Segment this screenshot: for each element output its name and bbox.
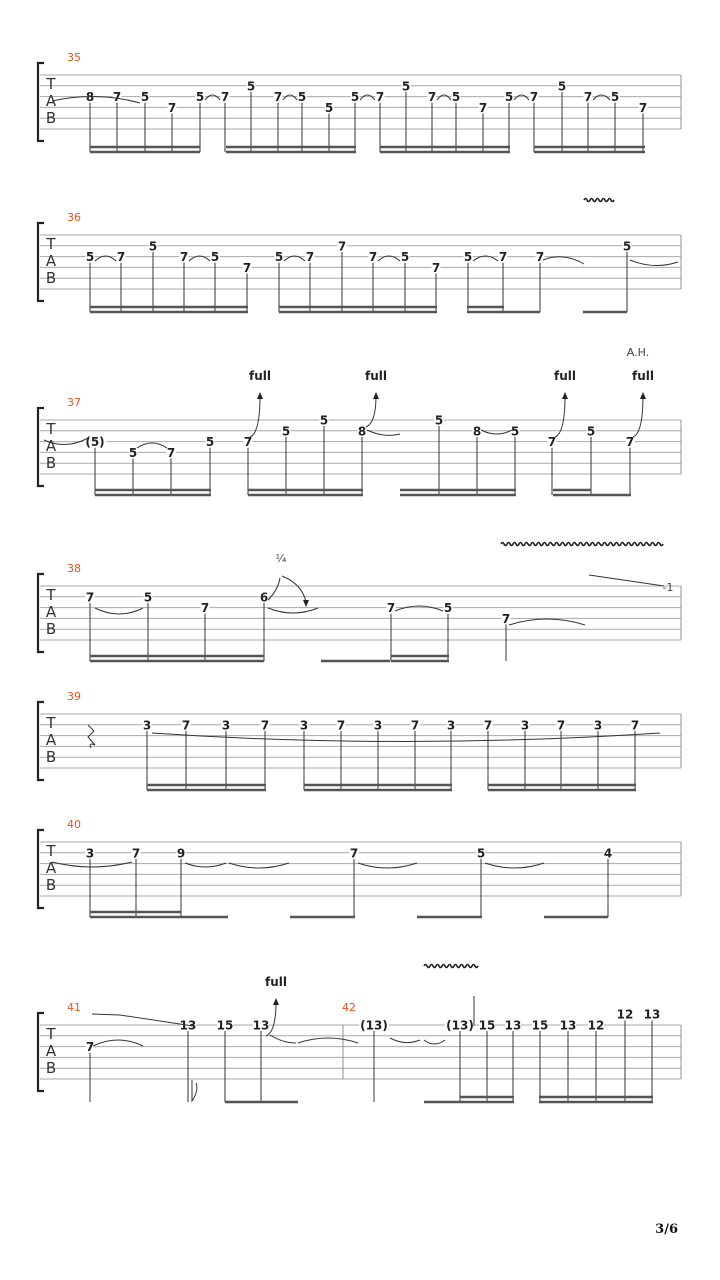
measure-number: 35 [67,51,81,64]
fret-number: 5 [246,79,256,94]
fret-number: 7 [478,100,488,115]
fret-number: 13 [179,1018,197,1033]
bend-full-label: full [632,369,654,383]
fret-number: 5 [324,100,334,115]
tab-clef-letter: B [45,109,57,127]
bend-arrow-icon [373,392,379,399]
fret-number: 7 [349,846,359,861]
slur [514,95,529,100]
tie [52,862,132,867]
fret-number: 7 [243,435,253,450]
fret-number: 15 [216,1018,234,1033]
slur [268,608,318,613]
fret-number: 7 [386,601,396,616]
tab-clef-letter: A [45,437,57,455]
fret-number: 7 [529,90,539,105]
fret-number: 5 [586,424,596,439]
tab-clef-letter: A [45,252,57,270]
slur [390,1038,420,1043]
tie [152,733,660,742]
fret-number: 7 [431,260,441,275]
fret-number: 7 [410,718,420,733]
fret-number: 7 [260,718,270,733]
fret-number: 5 [128,445,138,460]
fret-number: 3 [446,718,456,733]
tab-clef-letter: A [45,92,57,110]
fret-number: 5 [463,250,473,265]
fret-number: 13 [643,1007,661,1022]
slur [205,95,220,100]
fret-number: 5 [622,239,632,254]
slur [543,257,584,264]
fret-number: 15 [531,1018,549,1033]
tab-clef-letter: T [46,1025,56,1043]
tab-clef-letter: T [46,842,56,860]
fret-number: 5 [400,250,410,265]
quarter-rest-icon [88,725,95,748]
fret-number: 7 [630,718,640,733]
fret-number: 7 [427,90,437,105]
slide-line [92,1014,193,1026]
grace-flag [192,1080,197,1101]
fret-number: 5 [297,90,307,105]
fret-number: 7 [166,445,176,460]
fret-number: 5 [557,79,567,94]
measure-number: 42 [342,1001,356,1014]
tab-clef-letter: B [45,876,57,894]
tab-system-2 [38,211,681,312]
fret-number: 3 [520,718,530,733]
slur [509,619,585,625]
tab-clef-letter: T [46,586,56,604]
fret-number: 7 [112,90,122,105]
bend-arrow-icon [257,392,263,399]
measure-number: 38 [67,562,81,575]
bend-arrow-icon [303,600,309,607]
bend-full-label: full [265,975,287,989]
measure-number: 39 [67,690,81,703]
fret-number: 7 [547,435,557,450]
fret-number: 7 [498,250,508,265]
fret-number: 5 [451,90,461,105]
fret-number: 3 [373,718,383,733]
fret-number: 5 [401,79,411,94]
tab-clef-letter: A [45,603,57,621]
tab-clef-letter: A [45,859,57,877]
tab-clef-letter: B [45,748,57,766]
fret-number: 5 [443,601,453,616]
fret-number: 12 [616,1007,634,1022]
bend-full-label: full [365,369,387,383]
bend-full-label: full [249,369,271,383]
fret-number: 5 [610,90,620,105]
tie [52,96,140,103]
fret-number: 5 [510,424,520,439]
tab-clef-letter: T [46,714,56,732]
fret-number: 5 [319,413,329,428]
tab-clef-letter: B [45,269,57,287]
fret-number: 13 [252,1018,270,1033]
measure-number: 36 [67,211,81,224]
fret-number: 13 [559,1018,577,1033]
slur [437,95,451,100]
fret-number: (5) [85,435,105,450]
fret-number: 3 [299,718,309,733]
fret-number: 7 [85,1040,95,1055]
bend-arrow-icon [562,392,568,399]
fret-number: 15 [478,1018,496,1033]
tab-clef-letter: T [46,235,56,253]
tie [630,260,678,266]
vibrato-mark [424,965,478,968]
fret-number: 7 [85,590,95,605]
fret-number: 3 [85,846,95,861]
fret-number: 7 [625,435,635,450]
fret-number: 5 [476,846,486,861]
fret-number: 7 [181,718,191,733]
tab-clef-letter: T [46,75,56,93]
tab-clef-letter: A [45,731,57,749]
tab-system-7 [38,1001,681,1102]
fret-number: (13) [360,1018,388,1033]
fret-number: 7 [583,90,593,105]
tab-clef-letter: B [45,1059,57,1077]
fret-number: 12 [587,1018,605,1033]
fret-number: 5 [205,435,215,450]
slur [424,1040,445,1044]
release-curve [282,576,306,602]
slur [395,606,443,611]
vibrato-mark [584,199,614,202]
tab-clef-letter: A [45,1042,57,1060]
tab-clef-letter: B [45,620,57,638]
fret-number: 7 [337,239,347,254]
slur [93,1040,143,1046]
fret-number: 5 [140,90,150,105]
fret-number: 3 [221,718,231,733]
vibrato-mark [501,543,663,546]
fret-number: 6 [259,590,269,605]
fret-number: 5 [350,90,360,105]
tab-clef-letter: B [45,454,57,472]
fret-number: 9 [176,846,186,861]
bend-arrow-icon [273,998,279,1005]
page-number: 3/6 [655,1222,678,1237]
slur [593,95,610,100]
fret-number: 5 [281,424,291,439]
fret-number: 5 [148,239,158,254]
fret-number: 7 [242,260,252,275]
slur [283,95,297,100]
fret-number: 3 [593,718,603,733]
fret-number: 5 [143,590,153,605]
fret-number: 7 [131,846,141,861]
fret-number: 7 [535,250,545,265]
bend-curve [366,396,376,427]
fret-number: 7 [273,90,283,105]
slur [137,443,167,448]
fret-number: 7 [305,250,315,265]
fret-number: 7 [179,250,189,265]
measure-number: 41 [67,1001,81,1014]
tab-system-3 [38,396,681,495]
fret-number: (13) [446,1018,474,1033]
fret-number: 7 [501,611,511,626]
fret-number: 7 [220,90,230,105]
fret-number: 7 [638,100,648,115]
fret-number: 13 [504,1018,522,1033]
fret-number: 7 [483,718,493,733]
fret-number: 7 [556,718,566,733]
fret-number: 8 [357,424,367,439]
fret-number: 4 [603,846,613,861]
tab-system-6 [38,818,681,917]
fret-number: 8 [472,424,482,439]
fret-number: 3 [142,718,152,733]
slur [298,1038,358,1043]
fret-number: 5 [210,250,220,265]
quarter-bend-label: ¼ [275,552,287,565]
slur [360,95,375,100]
fret-number: 5 [434,413,444,428]
fret-number: 8 [85,90,95,105]
fret-number: 7 [200,601,210,616]
measure-number: 37 [67,396,81,409]
bend-arrow-icon [640,392,646,399]
artificial-harmonic-label: A.H. [626,346,650,359]
measure-number: 40 [67,818,81,831]
whammy-dip-label: -1 [662,581,674,594]
fret-number: 7 [167,100,177,115]
fret-number: 7 [368,250,378,265]
whammy-line [589,575,664,586]
fret-number: 7 [116,250,126,265]
tab-clef-letter: T [46,420,56,438]
fret-number: 5 [274,250,284,265]
tab-system-5 [38,690,681,790]
slur [95,608,143,614]
fret-number: 5 [195,90,205,105]
fret-number: 7 [375,90,385,105]
fret-number: 7 [336,718,346,733]
fret-number: 5 [85,250,95,265]
bend-full-label: full [554,369,576,383]
fret-number: 5 [504,90,514,105]
